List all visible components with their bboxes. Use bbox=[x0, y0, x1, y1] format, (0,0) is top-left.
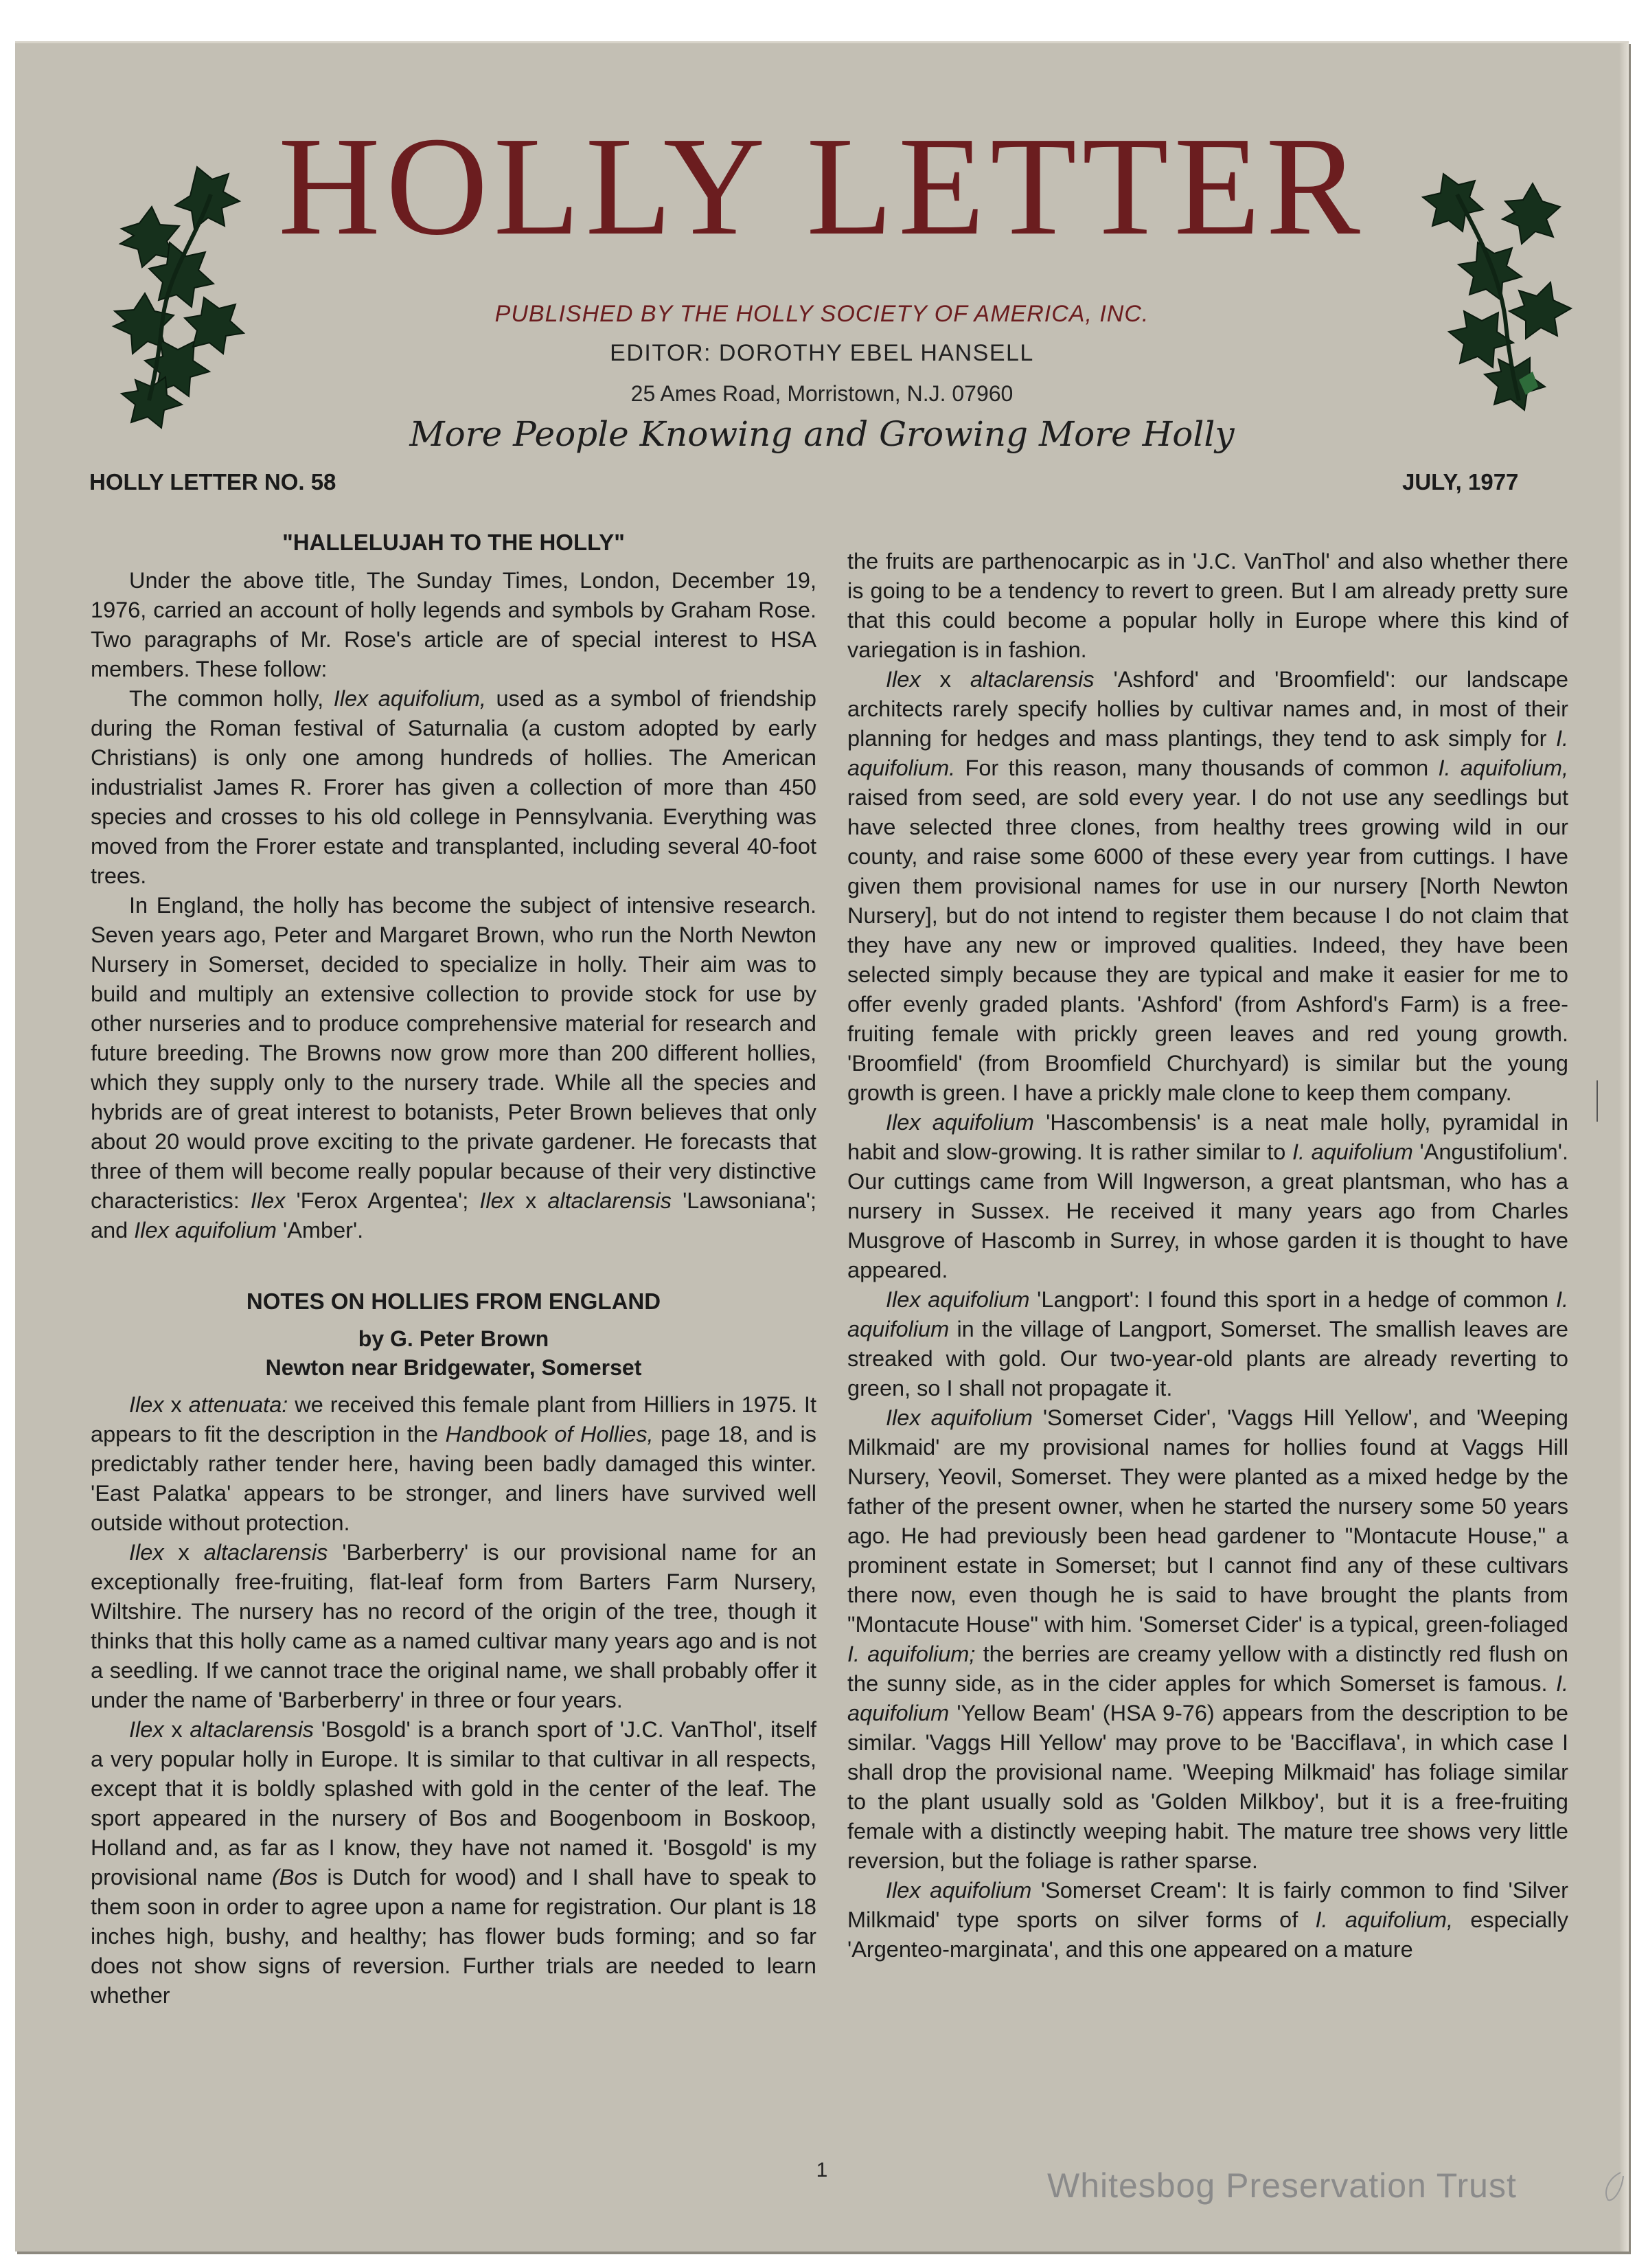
publisher-line: PUBLISHED BY THE HOLLY SOCIETY OF AMERICA, INC. bbox=[494, 301, 1149, 327]
issue-number: HOLLY LETTER NO. 58 bbox=[89, 469, 336, 495]
article-paragraph: Ilex aquifolium 'Langport': I found this sport in a hedge of common I. aquifolium in the village of Langport, Somerset. The smallish leaves are streaked with gold. Our two-year-old plants are already reverting to green, so I shall not propagate it. bbox=[847, 1287, 1568, 1401]
masthead-title: HOLLY LETTER bbox=[278, 107, 1366, 264]
page-number: 1 bbox=[816, 2159, 828, 2181]
article-heading: NOTES ON HOLLIES FROM ENGLAND bbox=[246, 1289, 661, 1314]
address-line: 25 Ames Road, Morristown, N.J. 07960 bbox=[630, 381, 1014, 406]
right-column bbox=[847, 547, 1568, 1964]
article-paragraph: Ilex aquifolium 'Somerset Cream': It is fairly common to find 'Silver Milkmaid' type sports on silver forms of I. aquifolium, especially 'Argenteo-marginata', and this one appeared on a mature bbox=[847, 1878, 1568, 1962]
newsletter-page bbox=[15, 41, 1629, 2252]
article-paragraph: Ilex aquifolium 'Somerset Cider', 'Vaggs Hill Yellow', and 'Weeping Milkmaid' are my provisional names for hollies found at Vaggs Hill Nursery, Yeovil, Somerset. They were planted as a mixed hedge by the father of the present owner, when he started the nursery some 50 years ago. He had previously been head gardener to "Montacute House," a prominent estate in Somerset; but I cannot find any of these cultivars there now, even though he is said to have brought the plants from "Montacute House" with him. 'Somerset Cider' is a typical, green-foliaged I. aquifolium; the berries are creamy yellow with a distinctly red flush on the sunny side, as in the cider apples for which Somerset is famous. I. aquifolium 'Yellow Beam' (HSA 9-76) appears from the description to be similar. 'Vaggs Hill Yellow' may prove to be 'Bacciflava', in which case I shall drop the provisional name. 'Weeping Milkmaid' has foliage similar to the plant usually sold as 'Golden Milkboy', but it is a free-fruiting female with a distinctly weeping habit. The mature tree shows very little reversion, but the foliage is rather sparse. bbox=[847, 1405, 1568, 1873]
pen-mark-icon bbox=[1600, 2169, 1627, 2203]
paper-edge bbox=[1619, 43, 1629, 2252]
article-paragraph: In England, the holly has become the subject of intensive research. Seven years ago, Peter and Margaret Brown, who run the North Newton Nursery in Somerset, decided to specialize in holly. Their aim was to build and multiply an extensive collection to provide stock for use by other nurseries and to produce comprehensive material for research and future breeding. The Browns now grow more than 200 different hollies, which they supply only to the nursery trade. While all the species and hybrids are of great interest to botanists, Peter Brown believes that only about 20 would prove exciting to the private gardener. He forecasts that three of them will become really popular because of their very distinctive characteristics: Ilex 'Ferox Argentea'; Ilex x altaclarensis 'Lawsoniana'; and Ilex aquifolium 'Amber'. bbox=[91, 893, 817, 1243]
editor-line: EDITOR: DOROTHY EBEL HANSELL bbox=[610, 340, 1034, 366]
article-paragraph: Under the above title, The Sunday Times, London, December 19, 1976, carried an account of holly legends and symbols by Graham Rose. Two paragraphs of Mr. Rose's article are of special interest to HSA members. These follow: bbox=[91, 568, 816, 681]
margin-mark-icon bbox=[1594, 1080, 1600, 1122]
article-location: Newton near Bridgewater, Somerset bbox=[265, 1355, 642, 1380]
watermark: Whitesbog Preservation Trust bbox=[1047, 2166, 1517, 2205]
article-paragraph: The common holly, Ilex aquifolium, used as a symbol of friendship during the Roman festival of Saturnalia (a custom adopted by early Christians) is only one among hundreds of hollies. The American industrialist James R. Frorer has given a collection of more than 450 species and crosses to his old college in Pennsylvania. Everything was moved from the Frorer estate and transplanted, including several 40-foot trees. bbox=[91, 686, 816, 888]
article-paragraph: Ilex x altaclarensis 'Bosgold' is a branch sport of 'J.C. VanThol', itself a very popular holly in Europe. It is similar to that cultivar in all respects, except that it is boldly splashed with gold in the center of the leaf. The sport appeared in the nursery of Bos and Boogenboom in Boskoop, Holland and, as far as I know, they have not named it. 'Bosgold' is my provisional name (Bos is Dutch for wood) and I shall have to speak to them soon in order to agree upon a name for registration. Our plant is 18 inches high, bushy, and healthy; has flower buds forming; and so far does not show signs of reversion. Further trials are needed to learn whether bbox=[91, 1717, 816, 2008]
issue-date: JULY, 1977 bbox=[1402, 469, 1519, 495]
article-byline: by G. Peter Brown bbox=[358, 1326, 549, 1351]
article-paragraph: the fruits are parthenocarpic as in 'J.C. VanThol' and also whether there is going to be a tendency to revert to green. But I am already pretty sure that this could become a popular holly in Europe where this kind of variegation is in fashion. bbox=[847, 549, 1568, 662]
article-paragraph: Ilex x altaclarensis 'Barberberry' is our provisional name for an exceptionally free-fruiting, flat-leaf form from Barters Farm Nursery, Wiltshire. The nursery has no record of the origin of the tree, though it thinks that this holly came as a named cultivar many years ago and is not a seedling. If we cannot trace the original name, we shall probably offer it under the name of 'Barberberry' in three or four years. bbox=[91, 1540, 816, 1712]
article-paragraph: Ilex x attenuata: we received this female plant from Hilliers in 1975. It appears to fit the description in the Handbook of Hollies, page 18, and is predictably rather tender here, having been badly damaged this winter. 'East Palatka' appears to be stronger, and liners have survived well outside without protection. bbox=[91, 1392, 816, 1535]
motto-line: More People Knowing and Growing More Holly bbox=[409, 414, 1235, 454]
left-column bbox=[91, 528, 816, 2010]
article-heading: "HALLELUJAH TO THE HOLLY" bbox=[282, 530, 625, 555]
article-paragraph: Ilex aquifolium 'Hascombensis' is a neat male holly, pyramidal in habit and slow-growing. It is rather similar to I. aquifolium 'Angustifolium'. Our cuttings came from Will Ingwerson, a great plantsman, who has a nursery in Sussex. He received it many years ago from Charles Musgrove of Hascomb in Surrey, in whose garden it is thought to have appeared. bbox=[847, 1110, 1568, 1282]
article-paragraph: Ilex x altaclarensis 'Ashford' and 'Broomfield': our landscape architects rarely specify hollies by cultivar names and, in most of their planning for hedges and mass plantings, they tend to ask simply for I. aquifolium. For this reason, many thousands of common I. aquifolium, raised from seed, are sold every year. I do not use any seedlings but have selected three clones, from healthy trees growing wild in our county, and raise some 6000 of these every year from cuttings. I have given them provisional names for use in our nursery [North Newton Nursery], but do not intend to register them because I do not claim that they have any new or improved qualities. Indeed, they have been selected simply because they are typical and make it easier for me to offer evenly graded plants. 'Ashford' (from Ashford's Farm) is a free-fruiting female with prickly green leaves and red young growth. 'Broomfield' (from Broomfield Churchyard) is similar but the young growth is green. I have a prickly male clone to keep them company. bbox=[847, 667, 1569, 1105]
